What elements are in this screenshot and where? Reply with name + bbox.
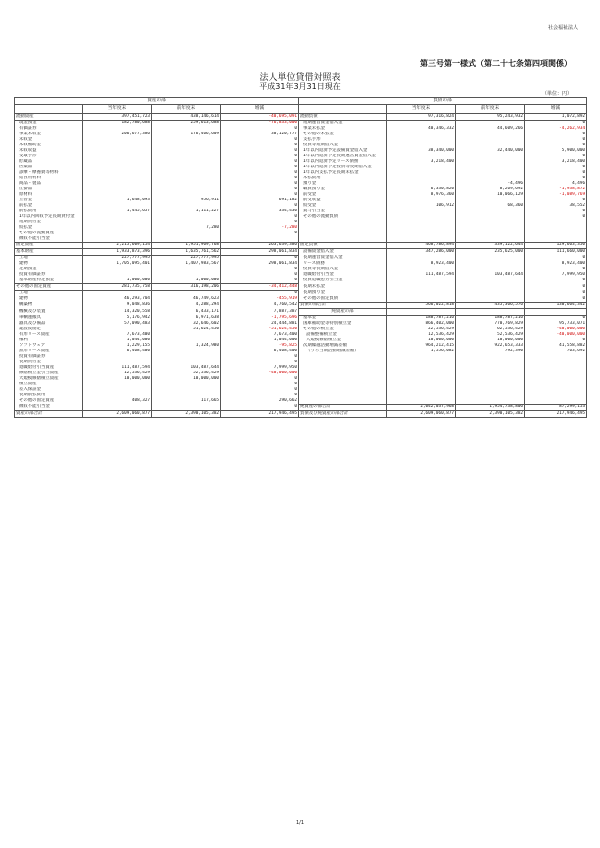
liabilities-item-label: 流動負債 [299,114,387,121]
liabilities-item-label: その他の積立金 [299,327,387,333]
liabilities-diff-value: 4,496 [525,181,587,187]
assets-item-label: 前払金 [15,203,83,209]
liabilities-diff-value: 7,999,950 [525,272,587,278]
assets-diff-value: 0 [221,220,299,226]
assets-diff-value: -34,412,448 [221,284,299,291]
liabilities-item-label: 退職給付引当金 [299,272,387,278]
assets-current-value: 408,327 [83,398,152,404]
unit-label: （単位：円） [541,91,572,97]
assets-previous-value: 4,288,294 [152,302,221,309]
assets-diff-value: 0 [221,231,299,237]
assets-item-label: 未収金 [15,137,83,143]
assets-item-label: 修繕積立金引当資産 [15,371,83,377]
assets-current-value: 10,000,000 [83,376,152,382]
assets-item-label: その他の固定資産 [15,398,83,404]
liabilities-previous-value: 792,390 [456,349,525,355]
assets-diff-value: -51,624,450 [221,327,299,333]
assets-previous-value: 956,911 [152,198,221,204]
form-identifier: 第三号第一様式（第二十七条第四項関係） [420,59,572,68]
assets-current-value: 1,044,000 [83,338,152,344]
liabilities-diff-value: 0 [525,143,587,149]
assets-current-value: 14,320,558 [83,309,152,316]
liabilities-previous-value: 188,787,216 [456,315,525,321]
liabilities-diff-value: 0 [525,296,587,302]
assets-diff-value: 0 [221,255,299,261]
liabilities-diff-value: 0 [525,255,587,261]
assets-current-value: 12,536,429 [83,371,152,377]
liabilities-diff-value: 0 [525,132,587,138]
liabilities-item-label: 負債及び純資産の部合計 [299,411,387,418]
assets-diff-value: -455,919 [221,296,299,302]
assets-item-label: 受取手形 [15,154,83,160]
assets-item-label: 現金預金 [15,120,83,126]
corporation-name: 社会福祉法人 [547,25,578,31]
liabilities-item-label: 長期運営資金借入金 [299,255,387,261]
liabilities-diff-value: 0 [525,290,587,296]
liabilities-previous-value: 922,653,333 [456,343,525,349]
assets-diff-header: 増減 [221,105,299,114]
assets-item-label: 器具及び備品 [15,321,83,327]
assets-diff-value: 0 [221,176,299,182]
assets-current-value: 1,229,155 [83,343,152,349]
assets-item-label: 基本財産特定預金 [15,278,83,284]
assets-current-value: 57,090,483 [83,321,152,327]
assets-diff-value: 217,946,495 [221,411,299,418]
assets-diff-value: 0 [221,181,299,187]
assets-diff-value: 0 [221,272,299,278]
assets-item-label: 建物 [15,296,83,302]
liabilities-previous-value: -4,496 [456,181,525,187]
liabilities-diff-value: 8,923,400 [525,261,587,267]
assets-current-value: 5,176,942 [83,315,152,321]
assets-diff-value: 0 [221,360,299,366]
assets-diff-value: 0 [221,376,299,382]
assets-previous-value: 176,466,609 [152,132,221,138]
liabilities-current-value: 22,536,429 [387,327,456,333]
assets-item-label: 仕掛品 [15,187,83,193]
document-title: 法人単位貸借対照表 [259,73,341,83]
liabilities-previous-value: 10,000,000 [456,338,525,344]
liabilities-current-value: 468,786,894 [387,242,456,249]
liabilities-current-value: 866,402,000 [387,321,456,327]
liabilities-previous-value: 235,625,000 [456,249,525,256]
assets-item-label: 固定資産 [15,242,83,249]
liabilities-current-value: 6,330,820 [387,187,456,193]
liabilities-diff-value: 0 [525,267,587,273]
liabilities-previous-value: 1,954,738,806 [456,404,525,411]
assets-diff-value: 0 [221,278,299,284]
assets-diff-value: -40,695,091 [221,114,299,121]
liabilities-previous-value: 44,609,266 [456,126,525,132]
assets-item-label: 貯蔵品 [15,159,83,165]
assets-diff-value: 298,061,834 [221,261,299,267]
liabilities-item-label: 役員等短期借入金 [299,143,387,149]
liabilities-diff-value: 0 [525,284,587,291]
assets-previous-value: 1,324,980 [152,343,221,349]
liabilities-previous-value: 95,243,932 [456,114,525,121]
liabilities-previous-value: 2,390,105,382 [456,411,525,418]
assets-item-label: 流動資産 [15,114,83,121]
liabilities-current-value: 10,000,000 [387,338,456,344]
liabilities-item-label: （うち当期活動増減差額） [299,349,387,355]
assets-item-label: 仮払金 [15,225,83,231]
liabilities-current-value: 1,556,082 [387,349,456,355]
liabilities-diff-value: -1,938,872 [525,187,587,193]
assets-item-label: 徴収不能引当金 [15,236,83,242]
liabilities-diff-value: 0 [525,338,587,344]
assets-item-label: 積立資産 [15,382,83,388]
balance-sheet-table [14,97,586,418]
liabilities-item-label: 1年以内返済予定役員等長期借入金 [299,165,387,171]
liabilities-current-value: 106,912 [387,203,456,209]
assets-item-label: 機械及び装置 [15,309,83,316]
liabilities-item-label: 設備資金借入金 [299,249,387,256]
assets-item-label: 車輌運搬具 [15,315,83,321]
liabilities-item-label: 1年以内支払予定長期未払金 [299,170,387,176]
liabilities-item-label: 支払手形 [299,137,387,143]
liabilities-item-label: 賞与引当金 [299,209,387,215]
assets-section-header: 資産の部 [15,98,299,105]
assets-current-value: 111,487,594 [83,365,152,371]
assets-diff-value: 0 [221,137,299,143]
assets-previous-value: 1,951,969,768 [152,242,221,249]
liabilities-diff-value: 0 [525,137,587,143]
assets-previous-value: 6,433,171 [152,309,221,316]
liabilities-current-value: 2,609,060,877 [387,411,456,418]
assets-previous-value: 52,536,429 [152,371,221,377]
assets-current-value: 6,468,400 [83,349,152,355]
liabilities-current-value: 347,286,000 [387,249,456,256]
assets-diff-value: 0 [221,382,299,388]
assets-diff-value: 0 [221,404,299,411]
assets-current-value: 46,293,704 [83,296,152,302]
liabilities-item-label: リース債務 [299,261,387,267]
assets-item-label: 土地 [15,290,83,296]
assets-diff-value: 0 [221,187,299,193]
liabilities-current-value: 8,923,400 [387,261,456,267]
assets-item-label: 無形リース資産 [15,349,83,355]
assets-item-label: 投資有価証券 [15,272,83,278]
assets-current-value: 397,451,723 [83,114,152,121]
assets-item-label: 投資有価証券 [15,354,83,360]
assets-item-label: 未収収益 [15,148,83,154]
assets-diff-value: -76,833,000 [221,120,299,126]
assets-diff-value: 0 [221,154,299,160]
assets-item-label: 構築物 [15,302,83,309]
balance-sheet-body [15,114,587,418]
liabilities-diff-value: 0 [525,198,587,204]
liabilities-item-label: 設備整備積立金 [299,332,387,338]
assets-item-label: 有価証券 [15,126,83,132]
assets-diff-value: 0 [221,267,299,273]
assets-diff-value: 0 [221,170,299,176]
liabilities-current-value: 566,022,818 [387,302,456,309]
liabilities-diff-value: 0 [525,176,587,182]
liabilities-previous-value: 8,269,692 [456,187,525,193]
assets-previous-value: 438,146,614 [152,114,221,121]
assets-diff-value: 298,061,834 [221,249,299,256]
liabilities-previous-value: 10,066,129 [456,192,525,198]
assets-diff-value: -7,280 [221,225,299,231]
assets-diff-value: 290,662 [221,398,299,404]
liabilities-item-label: 固定負債 [299,242,387,249]
assets-previous-value: 46,749,623 [152,296,221,302]
liabilities-diff-value: 0 [525,214,587,220]
liabilities-item-label: 事業未払金 [299,126,387,132]
liabilities-diff-value: -40,000,000 [525,332,587,338]
liabilities-diff-value: 41,558,882 [525,343,587,349]
assets-diff-value: 6,468,400 [221,349,299,355]
assets-previous-value: 6,971,638 [152,315,221,321]
assets-current-value: 281,735,758 [83,284,152,291]
assets-diff-value: 7,887,387 [221,309,299,316]
assets-current-value: 1,705,095,401 [83,261,152,267]
liabilities-current-value: 8,976,360 [387,192,456,198]
assets-current-value: 2,215,609,154 [83,242,152,249]
liabilities-diff-header: 増減 [525,105,587,114]
assets-diff-value: -1,795,696 [221,315,299,321]
assets-diff-value: 7,999,950 [221,365,299,371]
assets-previous-value: 1,635,761,562 [152,249,221,256]
assets-current-value: 2,609,060,877 [83,411,152,418]
liabilities-item-label: 役員等長期借入金 [299,267,387,273]
assets-current-value: 1,445,657 [83,209,152,215]
assets-diff-value: 0 [221,165,299,171]
liabilities-diff-value: 130,664,342 [525,302,587,309]
liabilities-diff-value: -1,089,769 [525,192,587,198]
liabilities-item-label: 1年以内返済予定長期運営資金借入金 [299,154,387,160]
liabilities-diff-value: 1,072,892 [525,114,587,121]
liabilities-item-label: 純資産の部合計 [299,404,387,411]
liabilities-diff-value: 763,692 [525,349,587,355]
assets-diff-value: 691,182 [221,198,299,204]
liabilities-item-label: 短期運営資金借入金 [299,120,387,126]
assets-item-label: 退職給付引当資産 [15,365,83,371]
liabilities-item-label: その他の固定負債 [299,296,387,302]
liabilities-item-label: 未払費用 [299,176,387,182]
liabilities-item-label: 大規模修繕積立金 [299,338,387,344]
liabilities-diff-value: 0 [525,209,587,215]
assets-item-label: 立替金 [15,198,83,204]
assets-diff-value: 0 [221,354,299,360]
liabilities-previous-value: 435,366,576 [456,302,525,309]
liabilities-item-label: その他の未払金 [299,132,387,138]
assets-item-label: 診療・療養費等材料 [15,170,83,176]
assets-diff-value: 0 [221,192,299,198]
assets-item-label: 原材料 [15,192,83,198]
assets-diff-value: 30,120,777 [221,132,299,138]
assets-diff-value: 7,673,400 [221,332,299,338]
liabilities-diff-value: 0 [525,120,587,126]
assets-diff-value: 0 [221,290,299,296]
liabilities-diff-value: 0 [525,170,587,176]
assets-item-label: 有形リース資産 [15,332,83,338]
assets-item-label: 大規模修繕積立資産 [15,376,83,382]
liabilities-diff-value: -4,262,934 [525,126,587,132]
assets-item-label: 長期前払費用 [15,393,83,399]
liabilities-item-label: 預り金 [299,181,387,187]
assets-previous-value: 117,665 [152,398,221,404]
assets-diff-value: 0 [221,126,299,132]
assets-diff-value: 1,044,000 [221,338,299,344]
liabilities-previous-value: 52,536,429 [456,332,525,338]
liabilities-current-value: 97,316,824 [387,114,456,121]
liabilities-current-value: 12,536,429 [387,332,456,338]
liabilities-item-label: 1年以内返済予定リース債務 [299,159,387,165]
assets-item-label: 未収補助金 [15,143,83,149]
assets-item-label: 基本財産 [15,249,83,256]
liabilities-previous-value: 770,769,829 [456,321,525,327]
assets-current-value: 7,673,400 [83,332,152,338]
assets-diff-value: -95,825 [221,343,299,349]
liabilities-diff-value: 0 [525,315,587,321]
assets-diff-value: 0 [221,203,299,209]
assets-item-label: 定期預金 [15,267,83,273]
assets-current-value: 1,000,000 [83,278,152,284]
assets-previous-value: 2,390,105,382 [152,411,221,418]
assets-current-value: 1,933,873,396 [83,249,152,256]
liabilities-item-label: 負債の部合計 [299,302,387,309]
assets-diff-value: 334,430 [221,209,299,215]
liabilities-diff-value: 95,733,071 [525,321,587,327]
table-row [15,411,587,418]
liabilities-previous-value: 62,536,429 [456,327,525,333]
assets-previous-value: 10,000,000 [152,376,221,382]
liabilities-label-header [299,105,387,114]
liabilities-diff-value: 0 [525,278,587,284]
liabilities-current-value: 2,042,037,968 [387,404,456,411]
assets-previous-value: 103,487,644 [152,365,221,371]
liabilities-current-value: 964,212,415 [387,343,456,349]
liabilities-item-label: 仮受金 [299,203,387,209]
liabilities-item-label: 1年以内返済予定設備資金借入金 [299,148,387,154]
liabilities-diff-value: 3,218,400 [525,159,587,165]
liabilities-item-label: 長期預り金 [299,290,387,296]
liabilities-item-label: 前受金 [299,192,387,198]
liabilities-diff-value: 0 [525,154,587,160]
assets-previous-header: 前年度末 [152,105,221,114]
liabilities-diff-value: 0 [525,165,587,171]
liabilities-diff-value: -40,000,000 [525,327,587,333]
assets-item-label: 差入保証金 [15,387,83,393]
assets-diff-value: 24,444,881 [221,321,299,327]
liabilities-item-label: その他の流動負債 [299,214,387,220]
liabilities-item-label: 基本金 [299,315,387,321]
liabilities-current-value: 38,340,000 [387,148,456,154]
liabilities-item-label: 長期未払金 [299,284,387,291]
liabilities-diff-value: 217,946,495 [525,411,587,418]
liabilities-current-value: 188,787,216 [387,315,456,321]
assets-item-label: 事業未収金 [15,132,83,138]
liabilities-diff-value: 111,660,000 [525,249,587,256]
assets-previous-value: 227,777,995 [152,255,221,261]
assets-diff-value: 0 [221,159,299,165]
assets-item-label: 資産の部合計 [15,411,83,418]
liabilities-item-label: 前受収益 [299,198,387,204]
liabilities-item-label: 国庫補助金等特別積立金 [299,321,387,327]
assets-diff-value: 263,639,386 [221,242,299,249]
assets-current-header: 当年度末 [83,105,152,114]
assets-item-label: 権利 [15,338,83,344]
assets-item-label: 建設仮勘定 [15,327,83,333]
assets-previous-value: 7,280 [152,225,221,231]
assets-diff-value: 0 [221,387,299,393]
assets-current-value: 9,048,836 [83,302,152,309]
assets-diff-value: 0 [221,148,299,154]
liabilities-item-label: 次期繰越活動増減差額 [299,343,387,349]
assets-previous-value: 316,198,206 [152,284,221,291]
liabilities-previous-value: 339,122,644 [456,242,525,249]
liabilities-current-value: 40,346,332 [387,126,456,132]
liabilities-previous-value: 103,487,644 [456,272,525,278]
liabilities-item-label: 役員退職慰労引当金 [299,278,387,284]
assets-item-label: その他の流動資産 [15,231,83,237]
assets-item-label: 土地 [15,255,83,261]
assets-item-label: 商品・製品 [15,181,83,187]
assets-diff-value: 0 [221,393,299,399]
document-date: 平成31年3月31日現在 [259,82,341,91]
liabilities-previous-value: 68,360 [456,203,525,209]
assets-diff-value: 0 [221,214,299,220]
assets-diff-value: 0 [221,143,299,149]
assets-item-label: 医薬品 [15,165,83,171]
assets-label-header [15,105,83,114]
assets-item-label: 徴収不能引当金 [15,404,83,411]
liabilities-diff-value: 129,663,350 [525,242,587,249]
liabilities-previous-header: 前年度末 [456,105,525,114]
assets-item-label: 短期貸付金 [15,220,83,226]
liabilities-current-value: 3,218,400 [387,159,456,165]
liabilities-item-label: 純資産の部 [299,309,387,316]
assets-item-label: 前払費用 [15,209,83,215]
liabilities-diff-value: 5,900,000 [525,148,587,154]
assets-previous-value: 51,624,450 [152,327,221,333]
assets-previous-value: 1,000,000 [152,278,221,284]
liabilities-item-label: 職員預り金 [299,187,387,193]
assets-current-value: 206,677,386 [83,132,152,138]
assets-current-value: 1,648,093 [83,198,152,204]
assets-item-label: ソフトウェア [15,343,83,349]
liabilities-previous-value: 32,440,000 [456,148,525,154]
assets-current-value: 182,780,688 [83,120,152,126]
assets-previous-value: 1,407,983,567 [152,261,221,267]
page-number: 1/1 [295,820,305,826]
assets-previous-value: 32,646,602 [152,321,221,327]
assets-item-label: 1年以内回収予定長期貸付金 [15,214,83,220]
assets-item-label: その他の固定資産 [15,284,83,291]
assets-item-label: 建物 [15,261,83,267]
assets-diff-value: 4,760,542 [221,302,299,309]
assets-previous-value: 259,613,688 [152,120,221,126]
liabilities-current-header: 当年度末 [387,105,456,114]
liabilities-diff-value: 87,299,153 [525,404,587,411]
assets-previous-value: 1,111,227 [152,209,221,215]
liabilities-current-value: 111,487,594 [387,272,456,278]
liabilities-diff-value: 38,552 [525,203,587,209]
liabilities-section-header: 負債の部 [299,98,587,105]
assets-item-label: 長期貸付金 [15,360,83,366]
assets-item-label: 給食用材料 [15,176,83,182]
assets-current-value: 227,777,995 [83,255,152,261]
assets-diff-value: -40,000,000 [221,371,299,377]
